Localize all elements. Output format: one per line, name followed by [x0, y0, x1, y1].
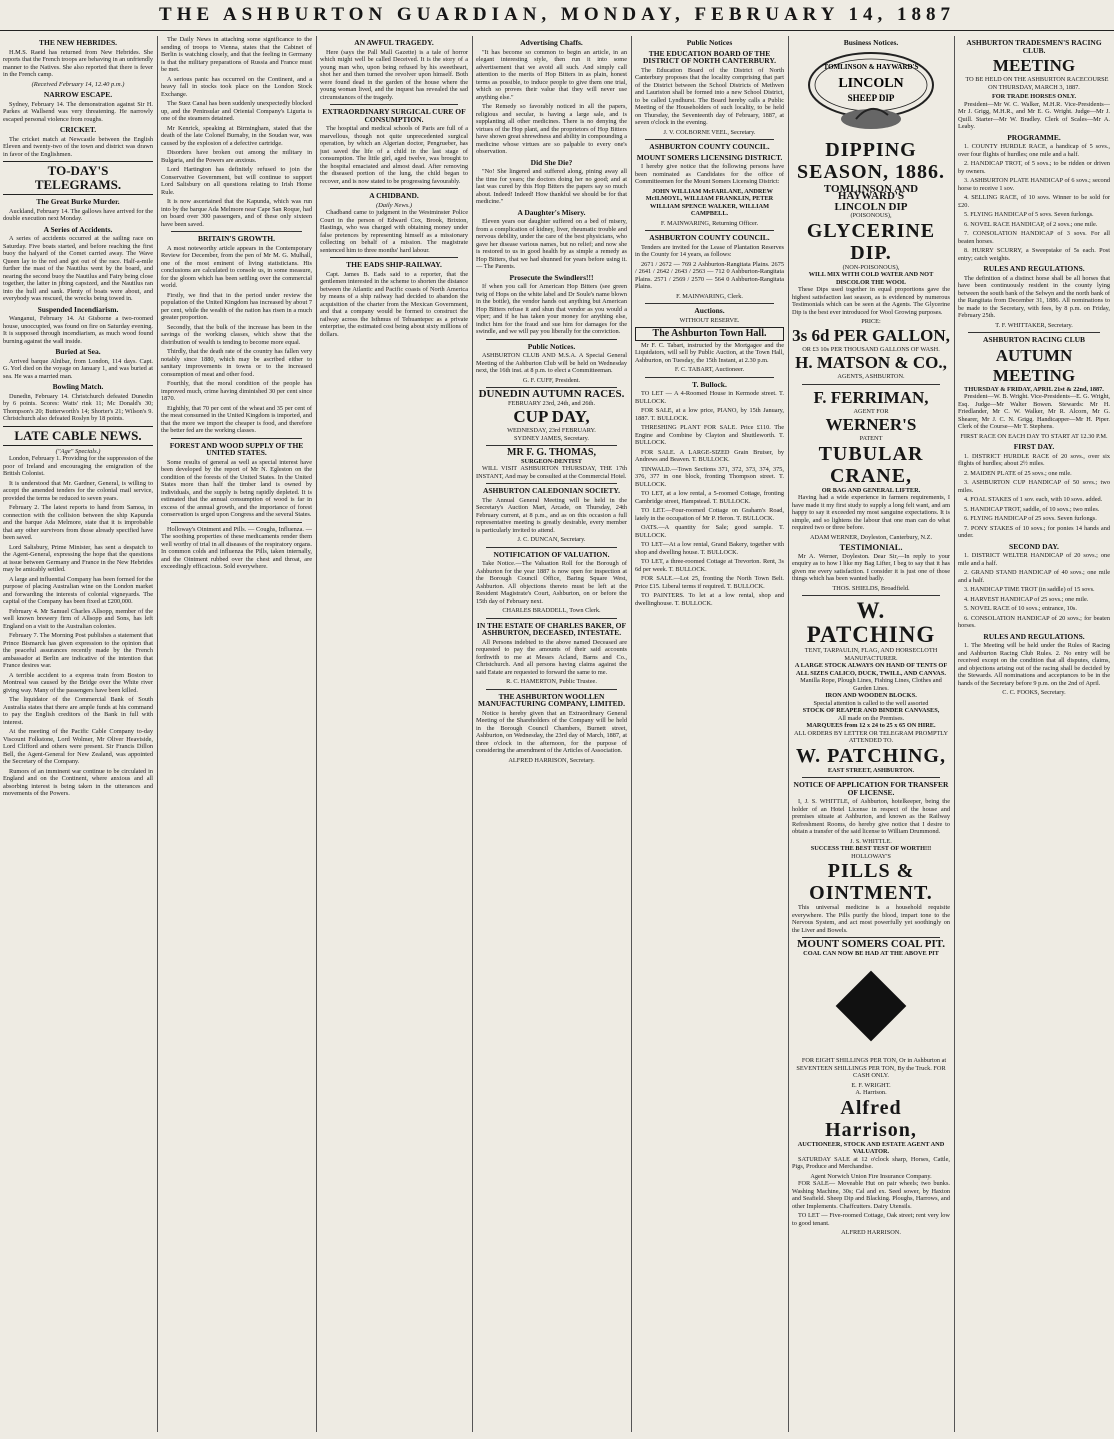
- notice-signature: T. F. WHITTAKER, Secretary.: [995, 321, 1073, 329]
- article-text: Fourthly, that the moral condition of the people has improved much, crime having diminished 30 per cent since 1870.: [161, 380, 312, 402]
- article-text: Lord Salisbury, Prime Minister, has sent a despatch to the Agent-General, expressing the hope that the questions at issue between Germany and France in the New Hebrides may be amicably settled.: [3, 543, 153, 573]
- article-text: Here (says the Pall Mall Gazette) is a tale of horror which might well be called Deceived. It is the story of a young man who, upon being refused by his sweetheart, shot her and then turned the revolver upon himself. Both were found dead in the garden of the house where the young woman lived, and the inquest has revealed the sad circumstances of the tragedy.: [320, 48, 468, 101]
- let-item: FOR SALE.—Lot 25, fronting the North Town Belt. Price £15. Liberal terms if required. T. BULLOCK.: [635, 575, 784, 590]
- patching-items: Manilla Rope, Plough Lines, Fishing Lines, Clothes and Garden Lines.: [800, 677, 942, 692]
- tubular-crane: TUBULAR CRANE,: [818, 442, 924, 487]
- county-council-title: ASHBURTON COUNTY COUNCIL.: [649, 142, 770, 151]
- article-text: Capt. James B. Eads said to a reporter, that the gentlemen interested in the scheme to shorten the distance between the Atlantic and Pacific coasts of North America by means of a ship railway had decided to abandon the acquisition of the charter from the Mexican Government, and that a company would be formed to construct the railway across the Isthmus of Tehuantepec as a private enterprise, the estimated cost being about sixty millions of dollars.: [320, 270, 468, 338]
- divider: [171, 231, 302, 232]
- notice-text: The Education Board of the District of North Canterbury proposes that the locality comprising that part of the District between the School Districts of Methven and Lauriston shall be formed into a new School District, to be called Lyndhurst. The Board hereby calls a Public Meeting of the Householders of such locality, to be held on Thursday, the Seventeenth day of February, 1887, at seven o'clock in the evening.: [635, 66, 784, 126]
- article-text: It is understood that Mr. Gardner, General, is willing to accept the amended tenders for the colonial mail service, provided the terms be reduced to seven years.: [3, 479, 153, 502]
- article-text: Wanganui, February 14. At Gisborne a two-roomed house, unoccupied, was found on fire on Saturday evening. It is supposed through incendiarism, as much wood found burning against the wall inside.: [3, 315, 153, 345]
- divider: [330, 104, 458, 105]
- glycerine-dip: GLYCERINE DIP.: [806, 219, 936, 264]
- cup-day-title: CUP DAY,: [513, 407, 590, 426]
- logo-line-2: LINCOLN: [838, 75, 904, 91]
- harrison-name: Alfred Harrison,: [825, 1096, 917, 1141]
- article-text: Holloway's Ointment and Pills. — Coughs, Influenza. — The soothing properties of these medicaments render them well worthy of trial in all diseases of the respiratory organs. In common colds and influenza the Pills, taken internally, and the Ointment rubbed over the chest and throat, are exceedingly efficacious. Sold everywhere.: [161, 525, 312, 570]
- dentist-role: SURGEON-DENTIST: [521, 457, 582, 465]
- article-text: At the meeting of the Pacific Cable Company to-day Viscount Folkstone, Lord Wolmer, Mr Oliver Heaviside, Lord Clifford and others were present. Sir Francis Dillon Bell, the Agent-General for New Zealand, was appointed the Secretary of the Company.: [3, 728, 153, 765]
- divider: [486, 618, 617, 619]
- article-text: Some results of general as well as special interest have been developed by the report of Mr N. Egleston on the condition of the forests of the United States. In the United States more than half the timber land is owned by individuals, and the supply is being rapidly depleted. It is estimated that the annual consumption of wood is far in excess of the annual growth, and the importance of forest conservation is urged upon Congress and the several States.: [161, 458, 312, 518]
- matson-name: H. MATSON & CO.,: [795, 353, 947, 372]
- officers-text: President—W. B. Wright. Vice-Presidents—E. G. Wright, Esq. Judge—Mr Walter Bowen. Stewards: Mr H. Friedlander, Mr C. W. Walker, Mr R. Alcorn, Mr G. Shearer, Mr J. C. N. Grigg. Handicapper—Mr H. Piper. Clerk of the Course—Mr T. Stephens.: [958, 393, 1110, 430]
- non-poisonous-note: (NON-POISONOUS),: [842, 263, 900, 271]
- article-text: Disorders have broken out among the military in Bulgaria, and the Powers are anxious.: [161, 149, 312, 164]
- rules-text: 1. The Meeting will be held under the Rules of Racing and Ashburton Racing Club Rules. 2. No entry will be received except on the condition that all disputes, claims, and objections arising out of the racing shall be decided by the Stewards. All nominations and acceptances to be in the hands of the Secretary before 9 p.m. on the 2nd of April.: [958, 642, 1110, 687]
- meeting-text: TO BE HELD ON THE ASHBURTON RACECOURSE ON THURSDAY, MARCH 3, 1887.: [965, 76, 1109, 91]
- ad-text: TO LET — Five-roomed Cottage, Oak street; rent very low to good tenant.: [792, 1212, 950, 1227]
- orders-note: ALL ORDERS BY LETTER OR TELEGRAM PROMPTLY ATTENDED TO.: [793, 729, 949, 744]
- patching-name-2: W. PATCHING,: [796, 744, 946, 767]
- notice-signature: R. C. HAMERTON, Public Trustee.: [506, 678, 597, 685]
- dipping-season: DIPPING SEASON, 1886.: [796, 138, 946, 183]
- public-notices-heading: Public Notices: [686, 38, 733, 47]
- notice-text: Tenders are invited for the Lease of Plantation Reserves in the County for 14 years, as follows:: [635, 243, 784, 258]
- let-item: TO LET.—Four-roomed Cottage on Graham's Road, lately in the occupation of Mr P. Heron. T. BULLOCK.: [635, 507, 784, 522]
- licensing-title: MOUNT SOMERS LICENSING DISTRICT.: [636, 152, 783, 162]
- article-text: Eighthly, that 70 per cent of the wheat and 35 per cent of the meat consumed in the United Kingdom is imported, and that the more we import the cheaper is food, and therefore the better fed are the working classes.: [161, 404, 312, 434]
- let-item: FOR SALE, at a low price, PIANO, by 15th January, 1887. T. BULLOCK.: [635, 407, 784, 422]
- race-item: 7. PONY STAKES of 10 sovs.; for ponies 14 hands and under.: [958, 524, 1110, 539]
- prices-heading: PRICE:: [861, 318, 881, 325]
- let-item: THRESHING PLANT FOR SALE. Price £110. The Engine and Combine by Clayton and Shuttleworth. T. BULLOCK.: [635, 424, 784, 446]
- headline-britain: BRITAIN'S GROWTH.: [198, 234, 275, 243]
- bullock-heading: T. Bullock.: [692, 379, 727, 389]
- race-item: 4. FOAL STAKES of 1 sov. each, with 10 sovs. added.: [964, 496, 1103, 503]
- subhead-burke: The Great Burke Murder.: [36, 197, 120, 206]
- subhead-suspended: Suspended Incendiarism.: [37, 304, 119, 314]
- notice-signature: J. V. COLBORNE VEEL, Secretary.: [663, 128, 756, 136]
- divider: [330, 257, 458, 258]
- rules-heading: RULES AND REGULATIONS.: [983, 631, 1085, 641]
- column-rule: [316, 36, 317, 1432]
- ad-signature: ALFRED HARRISON.: [841, 1229, 901, 1236]
- divider: [645, 230, 774, 231]
- ad-signature: THOS. SHIELDS, Broadfield.: [832, 584, 910, 592]
- logo-line-1: TOMLINSON & HAYWARD'S: [823, 62, 919, 71]
- race-item: 5. HANDICAP TROT, saddle, of 10 sovs.; two miles.: [964, 505, 1100, 513]
- ad-text: SATURDAY SALE at 12 o'clock sharp, Horses, Cattle, Pigs, Produce and Merchandise.: [792, 1155, 950, 1170]
- headline-awful-tragedy: AN AWFUL TRAGEDY.: [354, 38, 434, 47]
- crane-subtitle: OR BAG AND GENERAL LIFTER.: [821, 486, 921, 494]
- mix-line: WILL MIX WITH COLD WATER AND NOT DISCOLOR THE WOOL: [808, 271, 934, 286]
- column-1: [3, 36, 153, 1432]
- race-item: 6. FLYING HANDICAP of 25 sovs. Seven furlongs.: [964, 515, 1097, 522]
- article-text: A most noteworthy article appears in the Contemporary Review for December, from the pen of Mr M. G. Mulhall, one of the most eminent of living statisticians. His conclusions are calculated to console us, in some measure, for the gloom which has been settling over the commercial world.: [161, 244, 312, 289]
- article-text: If when you call for American Hop Bitters (see green twig of Hops on the white label and Dr Soule's name blown in the bottle), the vendor hands out anything but American Hop Bitters refuse it and shun that vendor as you would a viper; and if he has taken your money for anything else, indict him for the fraud and sue him for damages for the swindle, and we will pay you liberally for the conviction.: [476, 283, 627, 335]
- divider: [486, 339, 617, 340]
- headline-surgical-cure: EXTRAORDINARY SURGICAL CURE OF CONSUMPTION.: [322, 107, 466, 124]
- programme-item: 8. HURRY SCURRY, a Sweepstake of 5s each. Post entry; catch weights.: [958, 247, 1110, 262]
- coal-price-text: FOR EIGHT SHILLINGS PER TON, Or in Ashburton at SEVENTEEN SHILLINGS PER TON, By the Truck. FOR CASH ONLY.: [796, 1057, 947, 1079]
- headline-new-hebrides: THE NEW HEBRIDES.: [38, 38, 117, 47]
- subhead-bowling: Bowling Match.: [52, 382, 104, 391]
- notice-signature: C. C. FOOKS, Secretary.: [1002, 689, 1066, 696]
- article-text: H.M.S. Raeid has returned from New Hebrides. She reports that the French troops are behaving in an unfriendly manner to the Natives. She also reported that there is fever in the French camp.: [3, 48, 153, 78]
- column-rule: [631, 36, 632, 1432]
- column-rule: [472, 36, 473, 1432]
- article-text: The Daily News in attaching some significance to the sending of troops to Vienna, states that the Cabinet of Berlin is watching closely, and that the feeling in Germany is that the military preparations of Russia and France must be met.: [161, 36, 312, 73]
- notice-signature: ALFRED HARRISON, Secretary.: [508, 756, 595, 764]
- headline-did-she-die: Did She Die?: [530, 157, 573, 167]
- notice-text: The Annual General Meeting will be held in the Secretary's Auction Mart, Arcade, on Thursday, 24th February current, at 8 p.m., and as on this occasion a full representative meeting is greatly desirable, every member is particularly invited to attend.: [476, 496, 627, 534]
- notice-signature: G. F. CUFF, President.: [522, 376, 581, 384]
- harrison-small: A. Harrison.: [855, 1089, 887, 1096]
- article-text: Rumors of an imminent war continue to be circulated in England and on the Continent, where anxious and all absorbing interest is being taken in the utterances and movements of the Powers.: [3, 767, 153, 797]
- race-item: 2. GRAND STAND HANDICAP of 40 sovs.; one mile and a half.: [958, 569, 1110, 584]
- officers-text: President—Mr W. C. Walker, M.H.R. Vice-Presidents—Mr J. Grigg, M.H.R., and Mr E. G. Wright. Judge—Mr J. Quill. Starter—Mr W. Bradley. Clerk of Scales—Mr A. Leaby.: [958, 100, 1110, 130]
- programme-heading: PROGRAMME.: [1007, 132, 1061, 142]
- patching-name: W. PATCHING: [806, 598, 936, 647]
- reserves-list: 2671 / 2672 — 769 2 Ashburton-Rangitata Plains. 2675 / 2641 / 2642 / 2643 / 2563 — 712 0 Ashburton-Rangitata Plains. 2571 / 2569 / 2570 — 564 0 Ashburton-Rangitata Plains.: [635, 260, 784, 290]
- lincoln-dip: LINCOLN DIP: [834, 200, 908, 213]
- headline-daughter: A Daughter's Misery.: [517, 207, 586, 217]
- cable-source: ("Age" Specials.): [55, 447, 101, 455]
- public-notices-heading: Public Notices.: [527, 341, 576, 351]
- tomlinson-title: TOMLINSON AND HAYWARD'S: [823, 182, 919, 202]
- source-note: (Daily News.): [375, 201, 413, 209]
- headline-chidband: A CHIDBAND.: [369, 191, 419, 200]
- reaper-stock: STOCK OF REAPER AND BINDER CANVASES,: [802, 707, 940, 714]
- racing-club-title: ASHBURTON RACING CLUB: [982, 335, 1086, 344]
- headline-narrow-escape: NARROW ESCAPE.: [43, 90, 113, 99]
- masthead: [0, 0, 1114, 31]
- column-rule: [954, 36, 955, 1432]
- notice-text: I, J. S. WHITTLE, of Ashburton, hotelkeeper, being the holder of an Hotel License in respect of the house and premises situate at Ashburton, and known as the Railway Refreshment Rooms, do hereby give notice that I desire to obtain a transfer of the said license to William Drummond.: [792, 798, 950, 835]
- received-note: (Received February 14, 12.40 p.m.): [31, 80, 125, 88]
- article-text: Lord Hartington has definitely refused to join the Conservative Government, but will continue to support Lord Salisbury on all questions relating to Irish Home Rule.: [161, 166, 312, 196]
- let-item: TO LET — A 4-Roomed House in Kermode street. T. BULLOCK.: [635, 390, 784, 405]
- headline-forest: FOREST AND WOOD SUPPLY OF THE UNITED STATES.: [169, 440, 304, 457]
- column-5: [635, 36, 784, 1432]
- article-text: The cricket match at Newcastle between the English Eleven and twenty-two of the town and district was drawn in favor of the Englishmen.: [3, 135, 153, 158]
- rules-heading: RULES AND REGULATIONS.: [983, 264, 1085, 273]
- divider: [802, 384, 940, 385]
- divider: [802, 777, 940, 778]
- column-rule: [788, 36, 789, 1432]
- programme-item: 7. CONSOLATION HANDICAP of 3 sovs. For all beaten horses.: [958, 230, 1110, 245]
- cup-day-date: WEDNESDAY, 23rd FEBRUARY.: [507, 427, 596, 434]
- divider: [645, 303, 774, 304]
- article-text: "It has become so common to begin an article, in an elegant interesting style, then run it into some advertisement that we avoid all such. And simply call attention to the merits of Hop Bitters in as plain, honest terms as possible, to induce people to give them one trial, which so proves their value that they will never use anything else.": [476, 48, 627, 101]
- programme-item: 1. COUNTY HURDLE RACE, a handicap of 5 sovs., over four flights of hurdles; one mile and a half.: [958, 143, 1110, 158]
- notice-text: WILL VISIT ASHBURTON THURSDAY, THE 17th INSTANT, And may be consulted at the Commercial Hotel.: [476, 465, 627, 480]
- race-item: 6. CONSOLATION HANDICAP of 20 sovs.; for beaten horses.: [958, 614, 1110, 629]
- reserves-title: ASHBURTON COUNTY COUNCIL.: [649, 233, 770, 242]
- notice-text: Take Notice.—The Valuation Roll for the Borough of Ashburton for the year 1887 is now open for inspection at the Borough Council Office, Baring Square West, Ashburton. All objections thereto must be left at the Resident Magistrate's Court, Ashburton, on or before the 15th day of February next.: [476, 560, 627, 605]
- article-text: "No! She lingered and suffered along, pining away all the time for years; the doctors doing her no good; and at last was cured by this Hop Bitters the papers say so much about. Indeed! Indeed! How thankful we should be for that medicine.": [476, 168, 627, 205]
- notice-signature: J. C. DUNCAN, Secretary.: [517, 536, 586, 543]
- race-item: 1. DISTRICT WELTER HANDICAP of 20 sovs.; one mile and a half.: [958, 552, 1110, 567]
- article-text: Sydney, February 14. The demonstration against Sir H. Parkes at Wallsend was very threatening. He narrowly escaped personal violence from roughs.: [3, 100, 153, 123]
- notice-signature: F. MAINWARING, Clerk.: [676, 292, 743, 300]
- notice-text: I hereby give notice that the following persons have been nominated as Candidates for the office of Committeemen for the Mount Somers Licensing District:: [635, 163, 784, 185]
- harrison-agent: Agent Norwich Union Fire Insurance Company.: [810, 1172, 932, 1180]
- races-dates: FEBRUARY 23rd, 24th, and 26th.: [507, 399, 596, 407]
- caledonian-title: ASHBURTON CALEDONIAN SOCIETY.: [482, 486, 621, 495]
- woollen-title: THE ASHBURTON WOOLLEN MANUFACTURING COMPANY, LIMITED.: [478, 691, 625, 708]
- divider: [486, 547, 617, 548]
- headline-telegrams: TO-DAY'S TELEGRAMS.: [3, 161, 153, 195]
- article-text: The hospital and medical schools of Paris are full of a marvellous, though not quite unprecedented surgical operation, by which an Algerian doctor, Pengrueber, has just saved the life of a child in the last stage of consumption. The little girl, aged twelve, was brought to the hospital emaciated and almost dead. After removing the diseased portion of the lung, the child began to recover, and is now stated to be progressing favourably.: [320, 125, 468, 185]
- column-6: [792, 36, 950, 1432]
- programme-item: 5. FLYING HANDICAP of 5 sovs. Seven furlongs.: [964, 211, 1094, 218]
- divider: [968, 332, 1100, 333]
- column-3: [320, 36, 468, 1432]
- made-note: All made on the Premises.: [837, 714, 905, 722]
- column-4: [476, 36, 627, 1432]
- article-text: February 7. The Morning Post publishes a statement that Prince Bismarck has given expression to the opinion that the peaceful assurances recently made by the French ambassador at Berlin are indicative of the intention that France desires war.: [3, 632, 153, 669]
- second-day-heading: SECOND DAY.: [1009, 541, 1059, 551]
- article-text: Thirdly, that the death rate of the country has fallen very notably since 1880, which may be ascribed either to sanitary improvements in towns or to the increased consumption of meat and other food.: [161, 348, 312, 378]
- article-text: A serious panic has occurred on the Continent, and a heavy fall in stocks took place on the London Stock Exchange.: [161, 75, 312, 98]
- let-item: TO LET—At a low rental, Grand Bakery, together with shop and dwelling house. T. BULLOCK.: [635, 541, 784, 556]
- valuation-title: NOTIFICATION OF VALUATION.: [493, 549, 610, 559]
- divider: [645, 139, 774, 140]
- race-item: 5. NOVEL RACE of 10 sovs.; entrance, 10s.: [964, 605, 1077, 612]
- patching-stock: A LARGE STOCK ALWAYS ON HAND OF TENTS OF ALL SIZES CALICO, DUCK, TWILL, AND CANVAS.: [794, 662, 948, 677]
- sheep-dip-logo: [796, 49, 946, 135]
- notice-signature: F. C. TABART, Auctioneer.: [674, 366, 745, 373]
- article-text: The Suez Canal has been suddenly unexpectedly blocked up, and the Peninsular and Oriental Company's Liguria is one of the steamers detained.: [161, 100, 312, 122]
- let-item: TO LET, at a low rental, a 5-roomed Cottage, fronting Cambridge street, Hampstead. T. BULLOCK.: [635, 490, 784, 505]
- race-item: 3. ASHBURTON CUP HANDICAP of 50 sovs.; two miles.: [958, 479, 1110, 494]
- races-title: DUNEDIN AUTUMN RACES.: [478, 388, 625, 400]
- headline-cricket: CRICKET.: [59, 125, 97, 134]
- estate-title: IN THE ESTATE OF CHARLES BAKER, OF ASHBURTON, DECEASED, INTESTATE.: [476, 620, 627, 637]
- article-text: It is now ascertained that the Kapunda, which was run into by the barque Ada Melmore near Cape San Roque, had on board over 300 passengers, and of these only sixteen have been saved.: [161, 198, 312, 228]
- headline-cable-news: LATE CABLE NEWS.: [3, 426, 153, 446]
- programme-item: 4. SELLING RACE, of 10 sovs. Winner to be sold for £20.: [958, 194, 1110, 209]
- ad-text: These Dips used together in equal proportions gave the highest satisfaction last season, as is evidenced by numerous Testimonials which can be seen at the Agents. The Glycerine Dip is the best ever introduced for Wool Growing purposes.: [792, 286, 950, 316]
- article-text: The Remedy so favorably noticed in all the papers, religious and secular, is having a large sale, and is supplanting all other medicines. There is no denying the virtues of the Hop plant, and the proprietors of Hop Bitters have shown great shrewdness and ability in compounding a medicine whose virtues are so palpable to every one's observation.: [476, 103, 627, 155]
- article-text: A terrible accident to a express train from Boston to Montreal was caused by the Bridge over the White river giving way. Many of the passengers have been killed.: [3, 671, 153, 694]
- ad-text: Mr A. Werner, Doyleston. Dear Sir,—In reply to your enquiry as to how I like my Bag Lifter, I beg to say that it has given me every satisfaction. I consider it is just one of those things which has been wanted badly.: [792, 552, 950, 582]
- subhead-buried: Buried at Sea.: [55, 347, 101, 356]
- column-2: [161, 36, 312, 1432]
- rules-text: The definition of a distinct horse shall be all horses that have been continuously resident in the county lying between the south bank of the Selwyn and the north bank of the Rangitata from December 31, 1886. All nominations to be made to the Secretary, with fees, by 8 p.m. on Friday, February 25th.: [958, 274, 1110, 319]
- divider: [486, 445, 617, 446]
- divider: [486, 483, 617, 484]
- pills-ointment: PILLS & OINTMENT.: [809, 860, 933, 904]
- article-text: Secondly, that the bulk of the increase has been in the savings of the working classes, which show that the distribution of wealth is tending to become more equal.: [161, 323, 312, 346]
- price-per-gallon: 3s 6d PER GALLON,: [792, 325, 950, 345]
- masthead-title: THE ASHBURTON GUARDIAN, MONDAY, FEBRUARY 14, 1887: [159, 4, 955, 25]
- let-item: TO PAINTERS. To let at a low rental, shop and dwellinghouse. T. BULLOCK.: [635, 592, 784, 607]
- article-text: Firstly, we find that in the period under review the population of the United Kingdom has increased by about 7 per cent, while the wealth of the nation has risen in a much greater proportion.: [161, 291, 312, 321]
- article-text: Chadband came to judgment in the Westminster Police Court in the person of Edward Cox, Brook, Brixton, Hastings, who was charged with obtaining money under false pretences by representing himself as a missionary collecting on behalf of a mission. The magistrate sentenced him to three months' hard labour.: [320, 209, 468, 254]
- let-item: FOR SALE. A LARGE-SIZED Grain Bruiser, by Andrews and Beaven. T. BULLOCK.: [635, 448, 784, 463]
- divider: [171, 438, 302, 439]
- meeting-heading: MEETING: [992, 56, 1076, 75]
- autumn-dates: THURSDAY & FRIDAY, APRIL 21st & 22nd, 1887.: [964, 385, 1104, 393]
- holloway-name: HOLLOWAY'S: [851, 852, 891, 860]
- matson-agents: AGENTS, ASHBURTON.: [837, 373, 905, 380]
- notice-text: All Persons indebted to the above named Deceased are requested to pay the amounts of their said accounts forthwith to me at Messrs Acland, Barns and Co., Christchurch. And all persons having claims against the said Estate are requested to forward the same to me.: [476, 638, 627, 676]
- werner-name: WERNER'S: [825, 415, 917, 434]
- notice-signature: F. MAINWARING, Returning Officer.: [660, 219, 759, 227]
- race-item: 2. MAIDEN PLATE of 25 sovs.; one mile.: [964, 469, 1072, 477]
- ad-text: Having had a wide experience in farmers requirements, I have made it my first study to supply a long felt want, and am happy to say it exceeded my most sanguine expectations. It is simple, and so lightens the labour that one man can do what required two or three before.: [792, 494, 950, 531]
- divider: [645, 377, 774, 378]
- article-text: Eleven years our daughter suffered on a bed of misery, from a complication of kidney, liver, rheumatic trouble and nervous debility, under the care of the best physicians, who gave her disease various names, but no relief; and now she is restored to us in good health by as simple a remedy as Hop Bitters, that we had shunned for years before using it. — The Parents.: [476, 218, 627, 270]
- subhead-accidents: A Series of Accidents.: [43, 224, 113, 234]
- success-line: SUCCESS THE BEST TEST OF WORTH!!!: [810, 845, 932, 852]
- license-title: NOTICE OF APPLICATION FOR TRANSFER OF LICENSE.: [793, 780, 949, 797]
- notice-signature: J. S. WHITTLE.: [850, 837, 892, 845]
- programme-item: 6. NOVEL RACE HANDICAP, of 2 sovs.; one mile.: [964, 220, 1098, 228]
- headline-eads: THE EADS SHIP-RAILWAY.: [346, 260, 442, 269]
- headline-prosecute: Prosecute the Swindlers!!!: [509, 272, 594, 282]
- start-time: FIRST RACE ON EACH DAY TO START AT 12.30 P.M.: [960, 432, 1108, 440]
- tradesmen-title: ASHBURTON TRADESMEN'S RACING CLUB.: [966, 38, 1102, 55]
- article-text: London, February 1. Providing for the suppression of the poor of Ireland and encouraging the emigration of the British Colonist.: [3, 455, 153, 477]
- coal-subtitle: COAL CAN NOW BE HAD AT THE ABOVE PIT: [803, 949, 939, 957]
- notice-text: ASHBURTON CLUB AND M.S.A. A Special General Meeting of the Ashburton Club will be held on Wednesday next, the 16th inst. at 8 p.m. to elect a Committeeman.: [476, 352, 627, 374]
- ad-signature: ADAM WERNER, Doyleston, Canterbury, N.Z.: [809, 533, 933, 541]
- ferriman-name: F. FERRIMAN,: [813, 387, 929, 407]
- patching-trade: TENT, TARPAULIN, FLAG, AND HORSECLOTH MANUFACTURER.: [804, 647, 938, 662]
- patching-address: EAST STREET, ASHBURTON.: [827, 766, 915, 774]
- marquees: MARQUEES from 12 x 24 to 25 x 65 ON HIRE.: [806, 722, 936, 729]
- iron-blocks: IRON AND WOODEN BLOCKS.: [825, 692, 917, 699]
- business-notices-heading: Business Notices.: [843, 38, 899, 47]
- auction-subhead: WITHOUT RESERVE.: [679, 316, 740, 324]
- article-text: A large and influential Company has been formed for the purpose of placing Australian wine on the London market and forwarding the interests of colonial vigneyards. The capital of the Company has been fixed at £200,000.: [3, 575, 153, 605]
- let-item: TO LET, a three-roomed Cottage at Trevorton. Rent, 3s 6d per week. T. BULLOCK.: [635, 558, 784, 573]
- patent-label: PATENT: [859, 435, 883, 442]
- race-item: 4. HARVEST HANDICAP of 25 sovs.; one mile.: [964, 595, 1089, 603]
- article-text: Arrived barque Alnibar, from London, 114 days. Capt. G. Yorl died on the voyage on January 1, and was buried at sea. He was a married man.: [3, 357, 153, 380]
- article-text: Mr Kenrick, speaking at Birmingham, stated that the death of the late Colonel Burnaby, in the Soudan war, was caused by the explosion of a defective cartridge.: [161, 124, 312, 147]
- divider: [802, 595, 940, 596]
- first-day-heading: FIRST DAY.: [1013, 442, 1055, 451]
- divider: [171, 522, 302, 523]
- coal-pit-title: MOUNT SOMERS COAL PIT.: [796, 938, 946, 950]
- special-note: Special attention is called to the well assorted: [813, 699, 929, 707]
- race-item: 3. HANDICAP TIME TROT (in saddle) of 15 sovs.: [964, 586, 1095, 593]
- candidate-names: JOHN WILLIAM McFARLANE, ANDREW McILMOYL, WILLIAM FRANKLIN, PETER WILLIAM SPENCE WALKER, WILLIAM CAMPBELL.: [645, 187, 774, 217]
- ad-text: FOR SALE— Moveable Hut on pair wheels; two bunks. Washing Machine, 30s; Cal and ex. Seed sower, by Haxton and Seafield. Sheep Dip and Blacking. Ploughs, Harrows, and other Implements. Chaffcutters. Dairy Utensils.: [792, 1180, 950, 1210]
- notice-signature: CHARLES BRADDELL, Town Clerk.: [502, 607, 601, 614]
- column-7: [958, 36, 1110, 1432]
- headline-advertising: Advertising Chaffs.: [520, 38, 583, 47]
- testimonial-heading: TESTIMONIAL.: [839, 542, 903, 552]
- auctions-heading: Auctions.: [694, 306, 725, 315]
- divider: [330, 188, 458, 189]
- ad-text: This universal medicine is a household requisite everywhere. The Pills purify the blood, impart tone to the Nervous System, and act most powerfully yet soothingly on the Liver and Bowels.: [792, 904, 950, 934]
- logo-line-3: SHEEP DIP: [847, 92, 895, 103]
- race-item: 1. DISTRICT HURDLE RACE of 20 sovs., over six flights of hurdles; about 2½ miles.: [958, 452, 1110, 467]
- auction-box-title: The Ashburton Town Hall.: [635, 327, 784, 341]
- agent-for: AGENT FOR: [853, 407, 889, 415]
- coal-diamond-icon: [836, 971, 907, 1042]
- trade-horses-only: FOR TRADE HORSES ONLY.: [991, 93, 1077, 100]
- dentist-name: MR F. G. THOMAS,: [507, 447, 596, 458]
- education-title: THE EDUCATION BOARD OF THE DISTRICT OF NORTH CANTERBURY.: [643, 48, 776, 65]
- programme-item: 2. HANDICAP TROT, of 5 sovs.; to be ridden or driven by owners.: [958, 160, 1110, 175]
- price-per-thousand: OR £3 10s PER THOUSAND GALLONS OF WASH.: [802, 345, 940, 353]
- article-text: A series of accidents occurred at the sailing race on Saturday. Five boats started, and before reaching the first buoy the halyard of the Comet carried away. The Wave Queen lay to the red and got out of the race. Half-a-mile further the mast of the Nautilus went by the board, and nearing the second buoy the Nautilus and Fairy being close together, the latter in jibing capsized, and the Nautilus ran into the hull and sank. Plenty of boats were about, and everybody was rescued, the wrecks being towed in.: [3, 235, 153, 302]
- article-text: Dunedin, February 14. Christchurch defeated Dunedin by 6 points. Scores: Watts' rink 11; Mc Donald's 30; Thompson's 20; Butterworth's 14; Shorter's 21; Wilson's 9. Christchurch also defeated Roslyn by 18 points.: [3, 392, 153, 422]
- article-text: February 4. Mr Samuel Charles Allsopp, member of the well known brewery firm of Allsopp and Sons, has left England on a visit to the Australian colonies.: [3, 607, 153, 630]
- notice-signature: SYDNEY JAMES, Secretary.: [514, 434, 589, 442]
- article-text: February 2. The latest reports to hand from Samoa, in connection with the collision between the ship Kapunda and the barque Ada Melmore, state that it is improbable that any other survivors from those already specified have been saved.: [3, 504, 153, 541]
- article-text: Auckland, February 14. The gallows have arrived for the double execution next Monday.: [3, 207, 153, 222]
- column-rule: [157, 36, 158, 1432]
- harrison-trade: AUCTIONEER, STOCK AND ESTATE AGENT AND VALUATOR.: [797, 1140, 945, 1155]
- ad-signature: E. F. WRIGHT.: [851, 1081, 891, 1089]
- let-item: TINWALD.—Town Sections 371, 372, 373, 374, 375, 376, 377 in one block, fronting Thompson street. T. BULLOCK.: [635, 465, 784, 488]
- let-item: OATS.—A quantity for Sale; good sample. T. BULLOCK.: [635, 524, 784, 539]
- notice-text: Mr F. C. Tabart, instructed by the Mortgagee and the Liquidators, will sell by Public Auction, at the Town Hall, Ashburton, on Tuesday, the 15th Instant, at 2.30 p.m.: [635, 341, 784, 364]
- notice-text: Notice is hereby given that an Extraordinary General Meeting of the Shareholders of the Company will be held in the Borough Council Chambers, Burnett street, Ashburton, on Wednesday, the 23rd day of March, 1887, at three o'clock in the afternoon, for the purpose of considering the amendment of the Articles of Association.: [476, 709, 627, 754]
- poisonous-note: (POISONOUS),: [850, 212, 892, 219]
- article-text: The liquidator of the Commercial Bank of South Australia states that there are ample funds at his command to pay the English creditors of the Bank in full with interest.: [3, 696, 153, 726]
- autumn-meeting: AUTUMN MEETING: [992, 345, 1076, 385]
- programme-item: 3. ASHBURTON PLATE HANDICAP of 6 sovs.; second horse to receive 1 sov.: [958, 177, 1110, 192]
- divider: [486, 689, 617, 690]
